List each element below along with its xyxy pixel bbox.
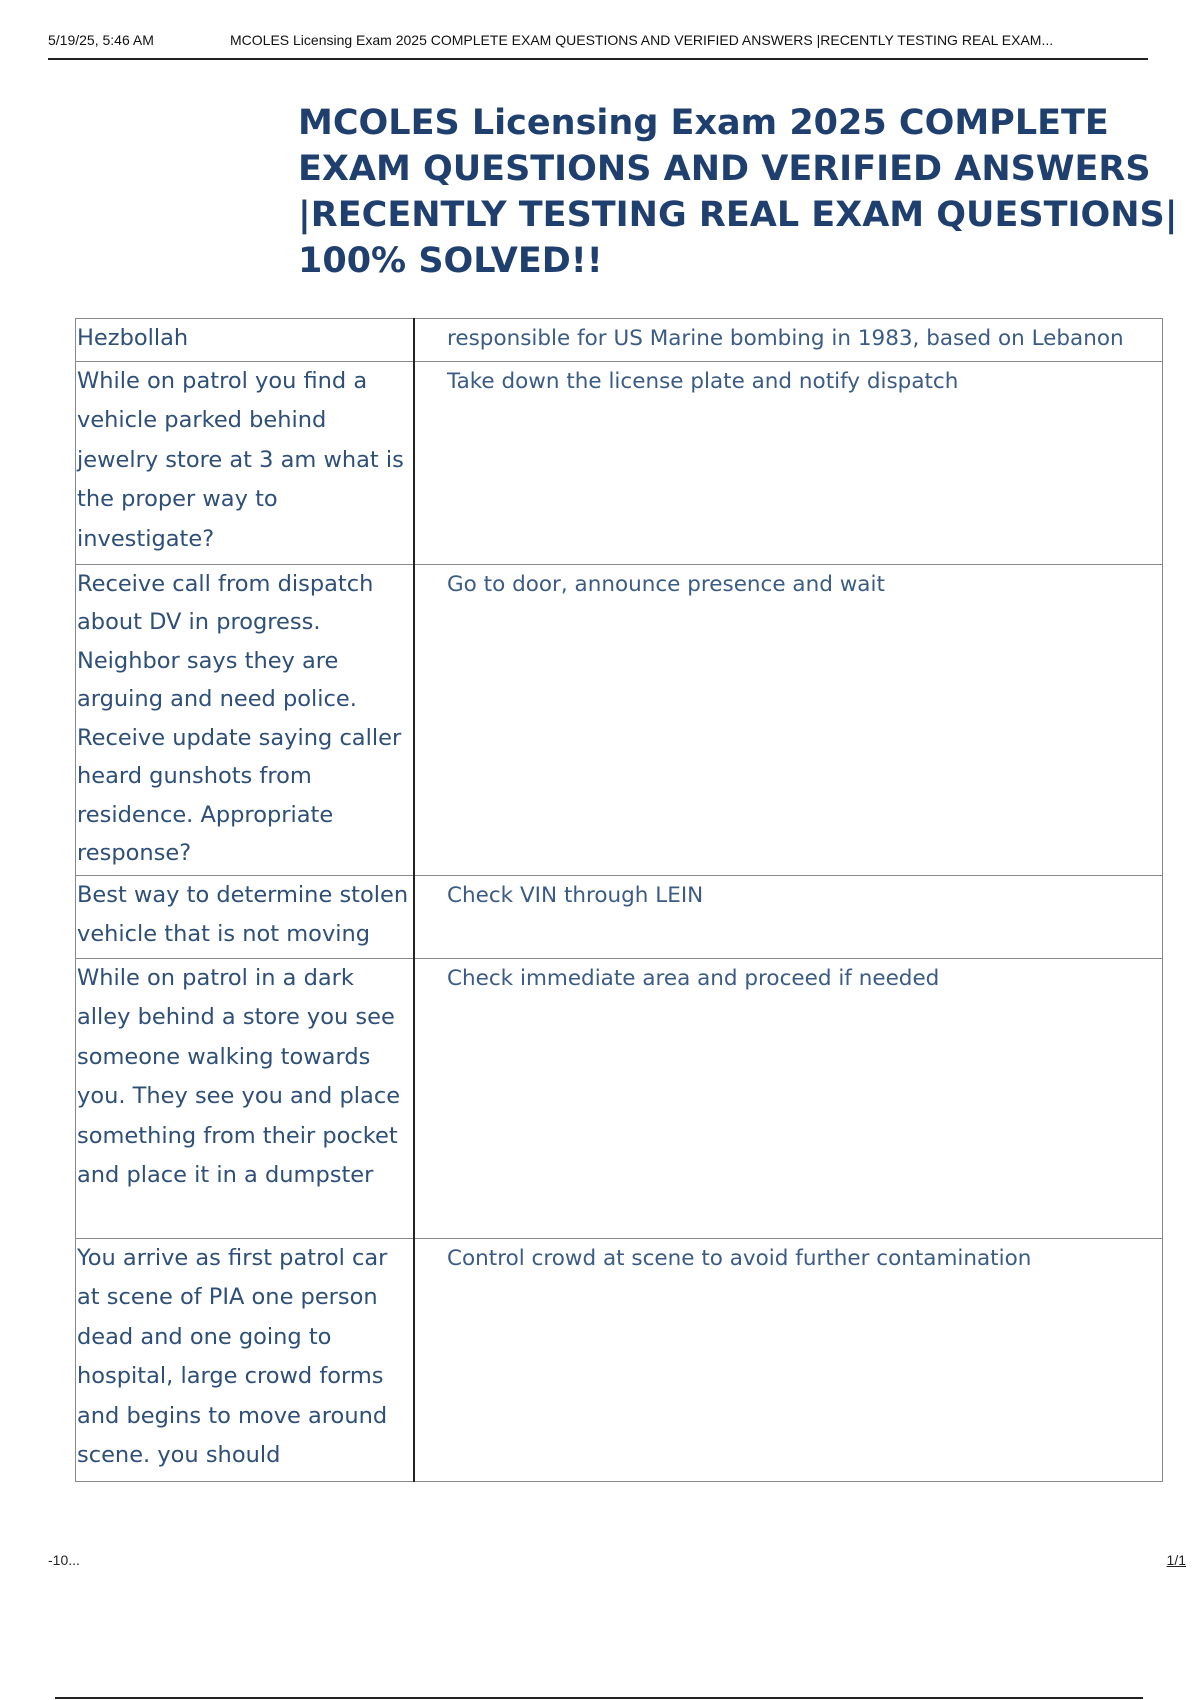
print-timestamp: 5/19/25, 5:46 AM: [48, 32, 154, 48]
answer-cell: Check immediate area and proceed if needed: [414, 958, 1163, 1238]
answer-cell: Check VIN through LEIN: [414, 875, 1163, 958]
page-title: MCOLES Licensing Exam 2025 COMPLETE EXAM QUESTIONS AND VERIFIED ANSWERS |RECENTLY TESTING REAL EXAM QUESTIONS| 100% SOLVED!!: [298, 103, 1178, 281]
question-cell: You arrive as first patrol car at scene of PIA one person dead and one going to hospital, large crowd forms and begins to move around scene. you should: [76, 1238, 415, 1481]
table-row: [76, 361, 1163, 564]
bottom-divider: [55, 1697, 1143, 1699]
footer-url-fragment: -10...: [48, 1552, 80, 1568]
print-header: [48, 28, 1148, 60]
qa-table: [75, 318, 1163, 1482]
table-row: [76, 875, 1163, 958]
table-row: [76, 1238, 1163, 1481]
question-cell: While on patrol in a dark alley behind a store you see someone walking towards you. They see you and place something from their pocket and place it in a dumpster: [76, 958, 415, 1238]
answer-cell: Take down the license plate and notify dispatch: [414, 361, 1163, 564]
answer-cell: responsible for US Marine bombing in 1983, based on Lebanon: [414, 319, 1163, 362]
question-cell: While on patrol you find a vehicle parked behind jewelry store at 3 am what is the proper way to investigate?: [76, 361, 415, 564]
answer-cell: Go to door, announce presence and wait: [414, 564, 1163, 875]
question-cell: Receive call from dispatch about DV in progress. Neighbor says they are arguing and need police. Receive update saying caller heard gunshots from residence. Appropriate response?: [76, 564, 415, 875]
table-row: [76, 564, 1163, 875]
question-cell: Best way to determine stolen vehicle that is not moving: [76, 875, 415, 958]
page-number: 1/1: [1166, 1552, 1186, 1568]
answer-cell: Control crowd at scene to avoid further contamination: [414, 1238, 1163, 1481]
table-row: [76, 958, 1163, 1238]
print-document-title: MCOLES Licensing Exam 2025 COMPLETE EXAM QUESTIONS AND VERIFIED ANSWERS |RECENTLY TESTING REAL EXAM...: [230, 32, 1054, 48]
question-cell: Hezbollah: [76, 319, 415, 362]
table-row: [76, 319, 1163, 362]
